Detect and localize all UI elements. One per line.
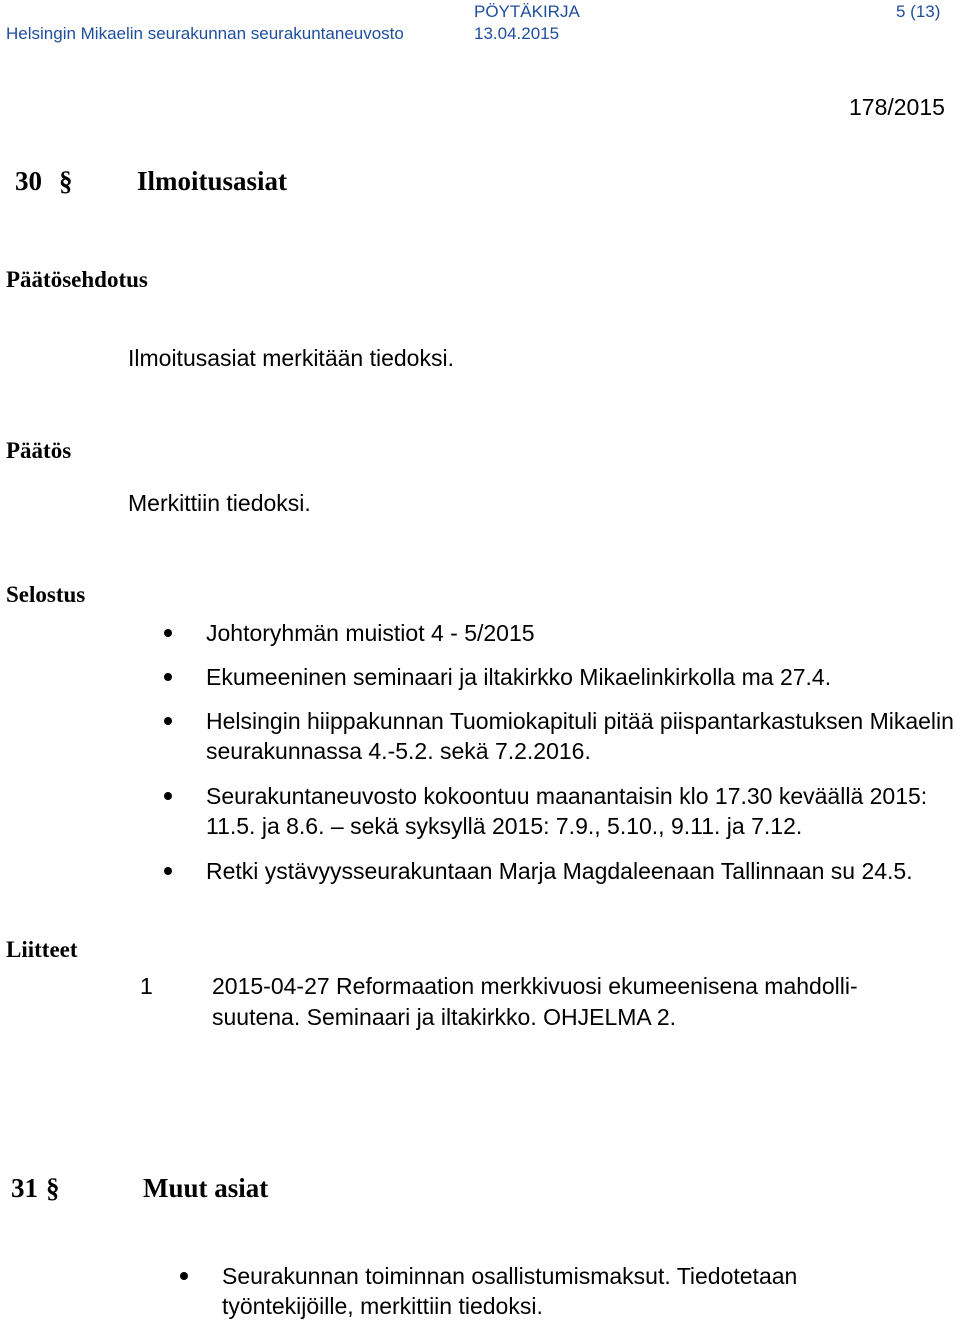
attachment-number: 1 <box>140 973 153 999</box>
header-date: 13.04.2015 <box>474 24 560 43</box>
decision-text: Merkittiin tiedoksi. <box>128 490 311 516</box>
document-reference: 178/2015 <box>849 94 945 120</box>
bullet-icon <box>164 867 172 875</box>
list-item-text: Ekumeeninen seminaari ja iltakirkko Mikaelinkirkolla ma 27.4. <box>206 664 832 690</box>
section-number: 31 <box>11 1173 38 1203</box>
bullet-icon <box>164 792 172 800</box>
header-organization: Helsingin Mikaelin seurakunnan seurakuntaneuvosto <box>6 24 404 43</box>
proposal-text: Ilmoitusasiat merkitään tiedoksi. <box>128 345 454 371</box>
bullet-icon <box>164 629 172 637</box>
list-item-text: Johtoryhmän muistiot 4 - 5/2015 <box>206 620 535 646</box>
section-symbol: § <box>46 1173 60 1203</box>
attachments-label: Liitteet <box>6 937 78 962</box>
section-title: Ilmoitusasiat <box>137 166 288 196</box>
bullet-icon <box>164 717 172 725</box>
header-document-type: PÖYTÄKIRJA <box>474 2 580 21</box>
section-title: Muut asiat <box>143 1173 269 1203</box>
proposal-label: Päätösehdotus <box>6 267 148 292</box>
section-symbol: § <box>59 166 73 196</box>
attachment-title-line-2: suutena. Seminaari ja iltakirkko. OHJELMA 2. <box>212 1004 677 1030</box>
list-item-text: Retki ystävyysseurakuntaan Marja Magdaleenaan Tallinnaan su 24.5. <box>206 858 913 884</box>
header-page-number: 5 (13) <box>896 2 941 21</box>
explanation-label: Selostus <box>6 582 86 607</box>
bullet-icon <box>180 1272 188 1280</box>
list-item-text: Seurakuntaneuvosto kokoontuu maanantaisin klo 17.30 keväällä 2015: 11.5. ja 8.6. – sekä syksyllä 2015: 7.9., 5.10., 9.11. ja 7.12. <box>206 783 928 839</box>
bullet-icon <box>164 673 172 681</box>
list-item-text: Helsingin hiippakunnan Tuomiokapituli pitää piispantarkastuksen Mikaelin seurakunnassa 4.-5.2. sekä 7.2.2016. <box>206 708 954 764</box>
decision-label: Päätös <box>6 438 72 463</box>
attachment-title-line-1: 2015-04-27 Reformaation merkkivuosi ekumeenisena mahdolli- <box>212 973 858 999</box>
section-number: 30 <box>15 166 42 196</box>
list-item-text: Seurakunnan toiminnan osallistumismaksut. Tiedotetaan työntekijöille, merkittiin tiedoksi. <box>222 1263 798 1319</box>
